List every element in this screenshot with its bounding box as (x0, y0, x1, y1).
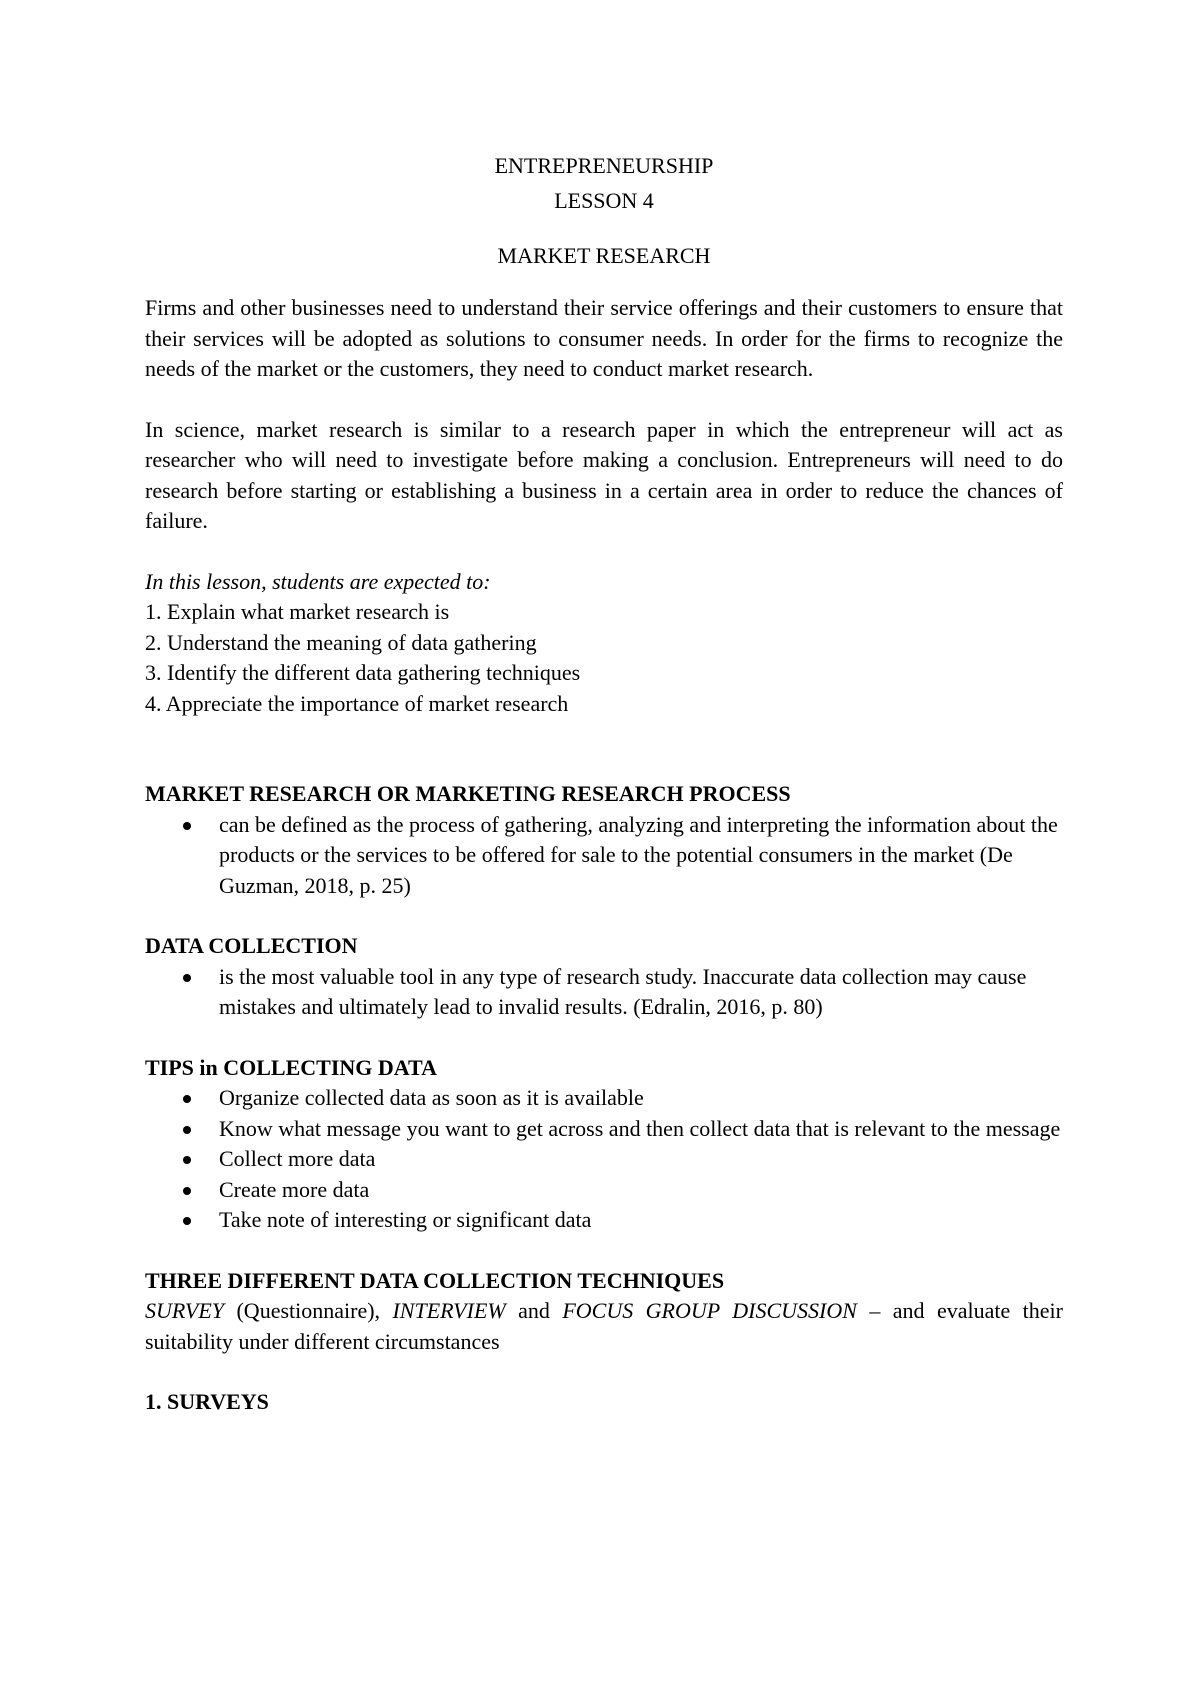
bullet-text: is the most valuable tool in any type of research study. Inaccurate data collection may cause mistakes and ultimately lead to invalid results. (Edralin, 2016, p. 80) (219, 963, 1027, 1019)
technique-questionnaire: (Questionnaire), (224, 1298, 393, 1323)
section-process (145, 779, 1063, 901)
section-heading: 1. SURVEYS (145, 1389, 269, 1414)
bullet-list (145, 810, 1063, 902)
bullet-icon (183, 1217, 191, 1225)
bullet-item (145, 810, 1063, 902)
bullet-icon (183, 1095, 191, 1103)
lesson-number: LESSON 4 (554, 188, 654, 213)
bullet-item (145, 1083, 1063, 1114)
section-heading: THREE DIFFERENT DATA COLLECTION TECHNIQUES (145, 1267, 725, 1293)
bullet-text: Know what message you want to get across and then collect data that is relevant to the message (219, 1115, 1061, 1141)
objective-item: 2. Understand the meaning of data gathering (145, 629, 537, 655)
technique-interview: INTERVIEW (392, 1298, 506, 1323)
bullet-icon (183, 974, 191, 982)
intro-paragraph-1: Firms and other businesses need to understand their service offerings and their customers to ensure that their services will be adopted as solutions to consumer needs. In order for the firms to recognize the needs of the market or the customers, they need to conduct market research. (145, 295, 1063, 381)
lesson-topic: MARKET RESEARCH (497, 243, 711, 268)
technique-and: and (505, 1298, 563, 1323)
section-heading: DATA COLLECTION (145, 933, 358, 958)
objectives-list (145, 597, 1063, 719)
course-title: ENTREPRENEURSHIP (494, 153, 714, 178)
document-content (145, 148, 1063, 1418)
intro-paragraph-2: In science, market research is similar to a research paper in which the entrepreneur will act as researcher who will need to investigate before making a conclusion. Entrepreneurs will need to do research before starting or establishing a business in a certain area in order to reduce the chances of failure. (145, 416, 1063, 533)
bullet-list (145, 1083, 1063, 1236)
bullet-text: Collect more data (219, 1146, 376, 1171)
techniques-paragraph (145, 1296, 1063, 1357)
bullet-icon (183, 1187, 191, 1195)
objectives-label: In this lesson, students are expected to: (145, 568, 491, 594)
bullet-text: Organize collected data as soon as it is available (219, 1085, 644, 1110)
bullet-icon (183, 1156, 191, 1164)
technique-rest: – and evaluate their suitability under different circumstances (145, 1298, 1063, 1354)
document-header (145, 148, 1063, 273)
objective-item: 1. Explain what market research is (145, 599, 450, 624)
bullet-item (145, 1144, 1063, 1175)
section-surveys (145, 1387, 1063, 1418)
bullet-icon (183, 1126, 191, 1134)
bullet-item (145, 962, 1063, 1023)
bullet-text: Create more data (219, 1176, 370, 1202)
bullet-text: can be defined as the process of gathering, analyzing and interpreting the information about the products or the services to be offered for sale to the potential consumers in the market (De Guzman, 2018, p. 25) (219, 811, 1058, 898)
technique-focus-group: FOCUS GROUP DISCUSSION (562, 1298, 857, 1323)
objectives-block (145, 567, 1063, 720)
section-heading: MARKET RESEARCH OR MARKETING RESEARCH PROCESS (145, 781, 791, 806)
section-heading: TIPS in COLLECTING DATA (145, 1054, 437, 1080)
bullet-icon (183, 822, 191, 830)
section-techniques (145, 1266, 1063, 1358)
bullet-list (145, 962, 1063, 1023)
bullet-text: Take note of interesting or significant data (219, 1207, 592, 1232)
bullet-item (145, 1114, 1063, 1145)
bullet-item (145, 1175, 1063, 1206)
objective-item: 3. Identify the different data gathering techniques (145, 660, 581, 685)
section-data-collection (145, 931, 1063, 1023)
technique-survey: SURVEY (145, 1298, 225, 1323)
objective-item: 4. Appreciate the importance of market research (145, 690, 569, 716)
bullet-item (145, 1205, 1063, 1236)
section-tips (145, 1053, 1063, 1236)
